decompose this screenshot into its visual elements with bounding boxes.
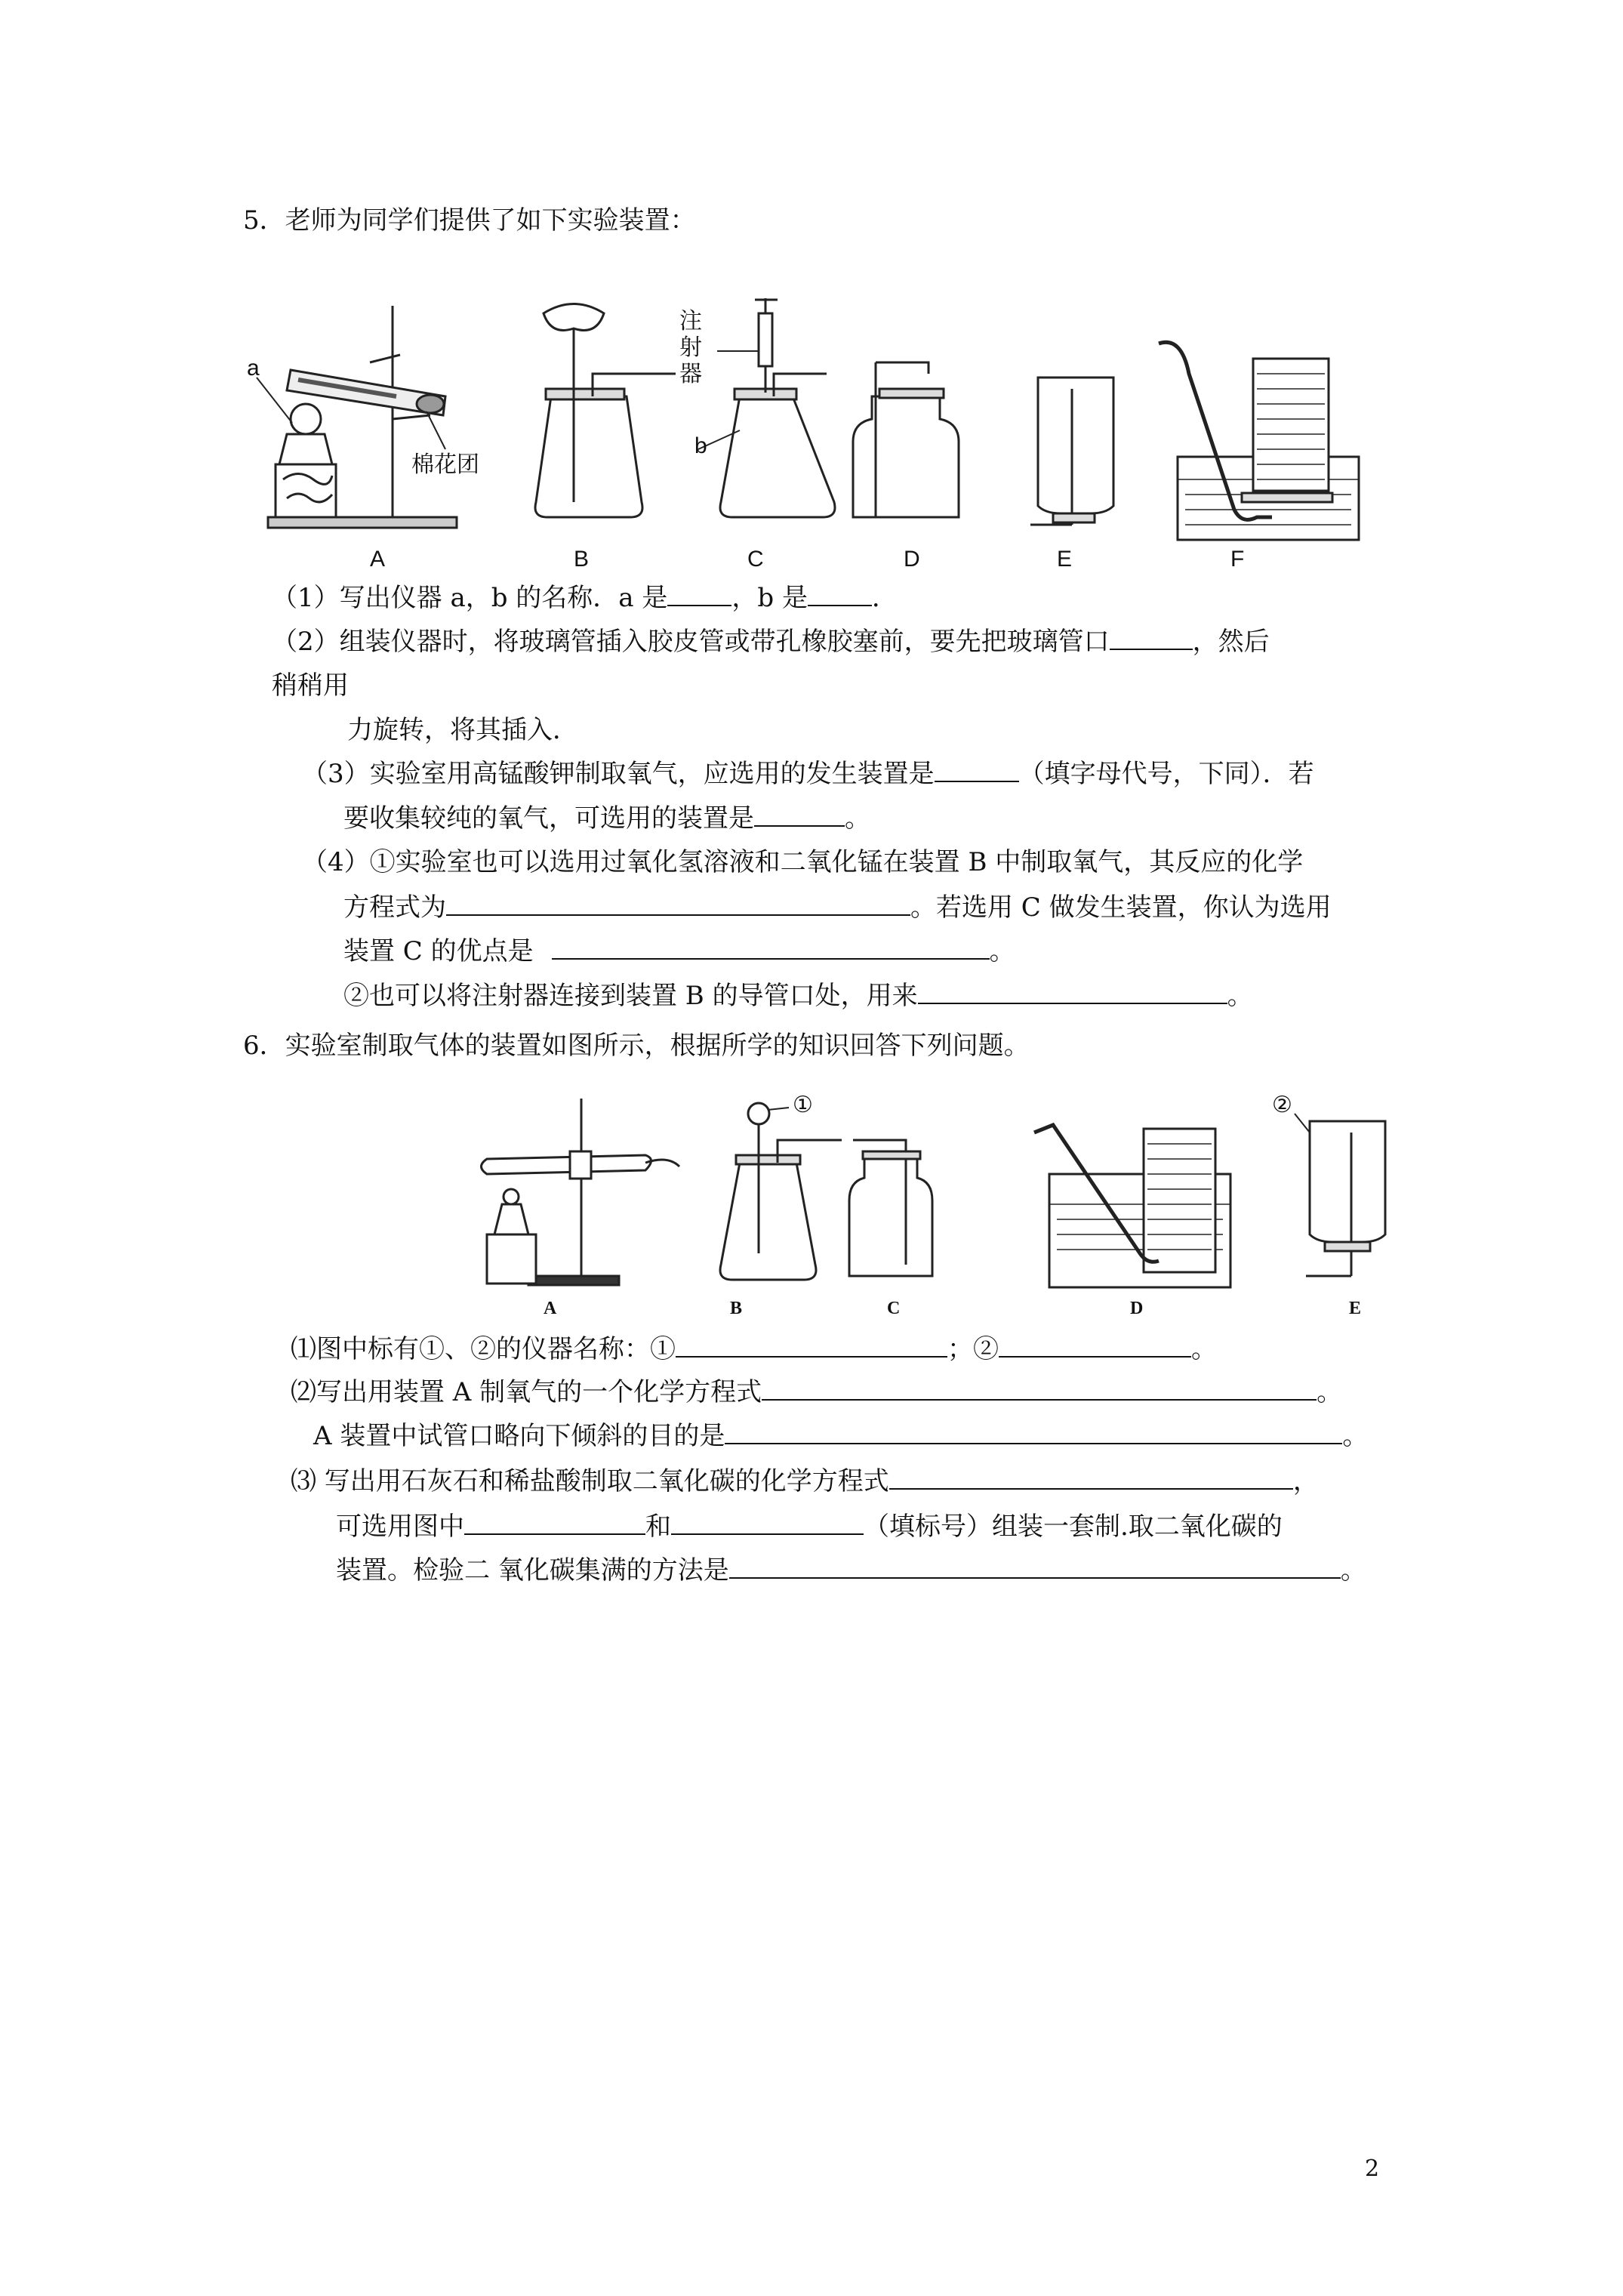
- answer-blank-oxygen-equation[interactable]: [762, 1376, 1317, 1401]
- syringe-label-1: 注: [679, 309, 702, 334]
- page-number: 2: [1365, 2156, 1380, 2182]
- q5-p2-cont2: 力旋转，将其插入．: [347, 715, 578, 745]
- answer-blank-instrument-2[interactable]: [999, 1333, 1191, 1358]
- q6-apparatus-figure: [472, 1091, 1453, 1333]
- q5-p1: （1）写出仪器 a，b 的名称．a 是 ，b 是 ．: [272, 583, 898, 613]
- apparatus-label-f: F: [1230, 547, 1245, 572]
- q5-p2: （2）组装仪器时，将玻璃管插入胶皮管或带孔橡胶塞前，要先把玻璃管口 ，然后: [272, 627, 1270, 657]
- q6-label-e: E: [1349, 1299, 1362, 1318]
- apparatus-label-a: A: [370, 547, 386, 572]
- syringe-label-3: 器: [679, 362, 702, 387]
- answer-blank-device-1[interactable]: [464, 1511, 645, 1535]
- mark-1: ①: [793, 1092, 813, 1118]
- answer-blank-a[interactable]: [667, 582, 731, 606]
- mark-2: ②: [1272, 1092, 1292, 1118]
- answer-blank-syringe-use[interactable]: [918, 980, 1227, 1004]
- apparatus-label-e: E: [1057, 547, 1073, 572]
- answer-blank-b[interactable]: [808, 582, 872, 606]
- apparatus-label-d: D: [904, 547, 920, 572]
- label-b: b: [694, 433, 707, 458]
- q5-apparatus-figure: [245, 291, 1378, 578]
- q6-p3: ⑶ 写出用石灰石和稀盐酸制取二氧化碳的化学方程式 ，: [291, 1466, 1319, 1496]
- q5-p3-cont: 要收集较纯的氧气，可选用的装置是 。: [343, 803, 870, 834]
- q6-p1: ⑴图中标有①、②的仪器名称：① ；② 。: [291, 1334, 1217, 1364]
- q6-p3-cont2: 装置。检验二 氧化碳集满的方法是 。: [336, 1555, 1366, 1586]
- answer-blank-co2-check[interactable]: [729, 1555, 1341, 1579]
- q6-label-a: A: [544, 1299, 557, 1318]
- answer-blank-collector[interactable]: [754, 803, 845, 827]
- q6-label-c: C: [887, 1299, 901, 1318]
- q6-p2-cont: A 装置中试管口略向下倾斜的目的是 。: [313, 1421, 1369, 1451]
- q5-p4: （4）①实验室也可以选用过氧化氢溶液和二氧化锰在装置 B 中制取氧气，其反应的化学: [302, 847, 1304, 877]
- q5-p4-cont: 方程式为 。若选用 C 做发生装置，你认为选用: [343, 892, 1332, 923]
- q5-p3: （3）实验室用高锰酸钾制取氧气，应选用的发生装置是 （填字母代号，下同）．若: [302, 759, 1314, 789]
- q6-label-b: B: [730, 1299, 743, 1318]
- label-a: a: [247, 356, 260, 381]
- q6-p3-cont: 可选用图中 和 （填标号）组装一套制.取二氧化碳的: [336, 1512, 1283, 1542]
- cotton-label: 棉花团: [411, 452, 479, 477]
- answer-blank-equation[interactable]: [446, 892, 910, 916]
- answer-blank-device-2[interactable]: [671, 1511, 864, 1535]
- answer-blank-glass-tube[interactable]: [1110, 626, 1193, 650]
- q6-title: 6．实验室制取气体的装置如图所示，根据所学的知识回答下列问题。: [243, 1031, 1030, 1061]
- q5-p4-cont2: 装置 C 的优点是 。: [343, 936, 1015, 966]
- q5-p2-cont: 稍稍用: [272, 670, 349, 701]
- answer-blank-advantage[interactable]: [552, 935, 990, 960]
- q5-title: 5．老师为同学们提供了如下实验装置：: [243, 205, 696, 236]
- answer-blank-tube-purpose[interactable]: [725, 1420, 1342, 1444]
- q5-p4-cont3: ②也可以将注射器连接到装置 B 的导管口处，用来 。: [343, 981, 1253, 1011]
- answer-blank-generator[interactable]: [935, 758, 1019, 782]
- syringe-label-2: 射: [679, 335, 702, 360]
- answer-blank-instrument-1[interactable]: [676, 1333, 947, 1358]
- q6-label-d: D: [1130, 1299, 1144, 1318]
- q6-p2: ⑵写出用装置 A 制氧气的一个化学方程式 。: [291, 1377, 1343, 1407]
- apparatus-label-b: B: [574, 547, 590, 572]
- answer-blank-co2-equation[interactable]: [889, 1465, 1293, 1490]
- apparatus-label-c: C: [747, 547, 764, 572]
